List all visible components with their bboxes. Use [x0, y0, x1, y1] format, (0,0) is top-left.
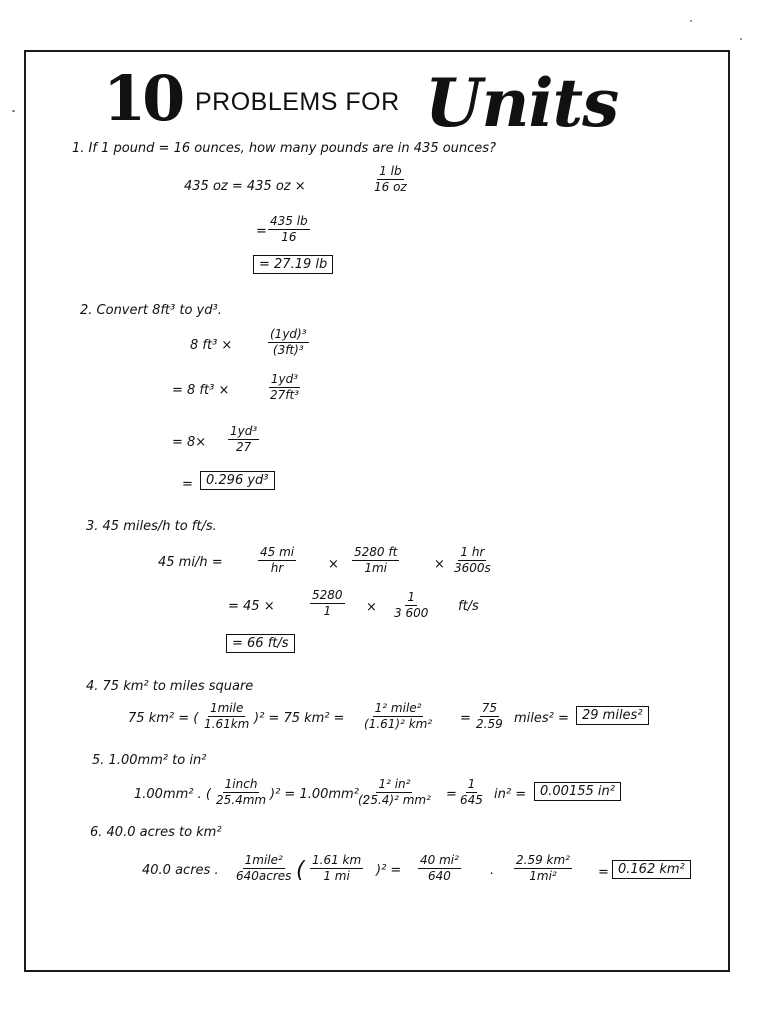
problem-2-step-3: = 8× [172, 435, 207, 450]
problem-6-open-paren: ( [296, 858, 305, 883]
problem-4-question: 4. 75 km² to miles square [86, 679, 254, 694]
problem-2-fraction-2: $\frac{\text{1yd³}}{\text{27ft³}}$ [270, 372, 300, 402]
problem-6-dot: . [490, 863, 495, 878]
problem-3-times-2: × [434, 557, 445, 572]
problem-2-question: 2. Convert 8ft³ to yd³. [80, 303, 222, 318]
worksheet-title [95, 62, 655, 142]
problem-4-fraction-b: 1² mile² (1.61)² km² [364, 701, 433, 731]
problem-2-step-2: = 8 ft³ × [172, 383, 230, 398]
problem-3-step-2: = 45 × [228, 599, 275, 614]
problem-5-equals: = [446, 787, 457, 802]
problem-6-fraction-a: 1mile² 640acres [236, 853, 292, 883]
problem-3-times-3: × [366, 600, 377, 615]
problem-3-fraction-2a: $\frac{5280}{1}$ [312, 588, 343, 618]
problem-4-answer-box: 29 miles² [576, 706, 649, 725]
problem-5-answer-box: 0.00155 in² [534, 782, 621, 801]
problem-1-step-2-prefix: = [256, 224, 267, 239]
problem-2-step-1: 8 ft³ × [190, 338, 233, 353]
problem-4-step-left: 75 km² = ( [128, 711, 199, 726]
problem-6-fraction-d: $\frac{\text{2.59 km²}}{\text{1mi²}}$ [516, 853, 570, 883]
problem-2-fraction-3: $\frac{\text{1yd³}}{27}$ [230, 424, 258, 454]
problem-3-fraction-1c: $\frac{1 hr}{3600s}$ [454, 545, 491, 575]
problem-3-question: 3. 45 miles/h to ft/s. [86, 519, 217, 534]
problem-5-fraction-a: 1inch 25.4mm [216, 777, 267, 807]
problem-6-step-left: 40.0 acres . [142, 863, 219, 878]
problem-3-fraction-2b: $\frac{1}{3 600}$ [394, 590, 429, 620]
title-number: 10 [103, 62, 182, 135]
problem-5-after: in² = [494, 787, 527, 802]
problem-3-step-1: 45 mi/h = [158, 555, 223, 570]
problem-4-after: miles² = [514, 711, 569, 726]
problem-2-answer-prefix: = [182, 477, 193, 492]
problem-5-question: 5. 1.00mm² to in² [92, 753, 207, 768]
problem-1-fraction-2: $\frac{435 lb}{16}$ [270, 214, 308, 244]
problem-2-fraction-1: $\frac{\text{(1yd)³}}{\text{(3ft)³}}$ [270, 327, 307, 357]
problem-6-fraction-b: $\frac{1.61 km}{1 mi}$ [312, 853, 362, 883]
problem-1-question: 1. If 1 pound = 16 ounces, how many pounds are in 435 ounces? [72, 141, 496, 156]
title-middle-text: PROBLEMS FOR [195, 88, 400, 116]
scan-speck [690, 20, 692, 22]
problem-3-answer-box: = 66 ft/s [226, 634, 295, 653]
problem-5-fraction-c: $\frac{1}{645}$ [460, 777, 483, 807]
problem-6-question: 6. 40.0 acres to km² [90, 825, 222, 840]
problem-4-step-mid: )² = 75 km² = [254, 711, 345, 726]
problem-4-fraction-a: 1mile 1.61km [204, 701, 250, 731]
problem-5-step-mid: )² = 1.00mm² . [270, 787, 368, 802]
problem-3-fraction-1a: $\frac{45 mi}{hr}$ [260, 545, 295, 575]
problem-1-step-1: 435 oz = 435 oz × [184, 179, 306, 194]
problem-3-unit: ft/s [458, 599, 479, 614]
problem-1-fraction-1: $\frac{1 lb}{16 oz}$ [374, 164, 407, 194]
problem-5-step-left: 1.00mm² . ( [134, 787, 211, 802]
problem-6-close-pow: )² = [376, 863, 402, 878]
problem-6-after: = [598, 865, 609, 880]
title-script-text: Units [425, 64, 619, 142]
problem-2-answer-box: 0.296 yd³ [200, 471, 275, 490]
scan-speck [12, 110, 15, 112]
problem-1-answer-box: = 27.19 lb [253, 255, 333, 274]
problem-5-fraction-b: $\frac{\text{1² in²}}{\text{(25.4)² mm²}}$ [358, 777, 431, 807]
problem-4-fraction-c: $\frac{75}{2.59}$ [476, 701, 503, 731]
problem-3-fraction-1b: $\frac{5280 ft}{1mi}$ [354, 545, 398, 575]
scan-speck [740, 38, 742, 40]
problem-3-times-1: × [328, 557, 339, 572]
problem-6-fraction-c: $\frac{\text{40 mi²}}{640}$ [420, 853, 459, 883]
problem-4-equals: = [460, 711, 471, 726]
problem-6-answer-box: 0.162 km² [612, 860, 691, 879]
